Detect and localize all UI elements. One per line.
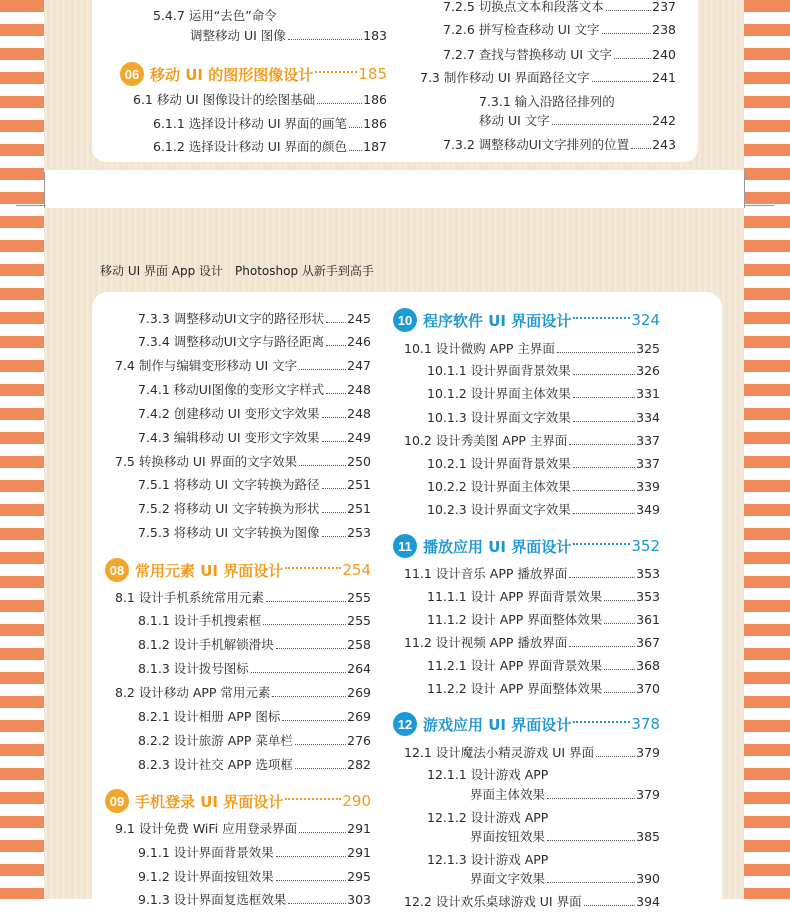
page-number: 253 [347,525,371,540]
dot-leader [295,744,346,745]
dot-leader [322,417,347,418]
toc-entry[interactable] [404,745,660,761]
chapter-title: 手机登录 UI 界面设计 [135,792,284,811]
toc-entry-title: 9.1.3 设计界面复选框效果 [138,892,287,907]
page-number: 242 [652,113,676,128]
page-number: 251 [347,477,371,492]
chapter-heading[interactable] [120,62,387,86]
chapter-number-badge: 06 [120,62,144,86]
chapter-heading[interactable] [105,789,371,813]
dot-leader [604,600,635,601]
chapter-title: 播放应用 UI 界面设计 [423,537,572,556]
toc-entry[interactable] [138,382,371,398]
page-number: 251 [347,501,371,516]
page-number: 240 [652,47,676,62]
toc-entry-title: 6.1.1 选择设计移动 UI 界面的画笔 [153,116,348,131]
page-number: 241 [652,70,676,85]
toc-entry[interactable] [138,501,371,517]
toc-entry[interactable] [138,869,371,885]
page-number: 331 [636,386,660,401]
dot-leader [285,798,341,800]
dot-leader [604,669,635,670]
toc-entry[interactable] [138,311,371,327]
toc-entry[interactable] [470,871,660,887]
dot-leader [573,421,635,422]
page-number: 247 [347,358,371,373]
dot-leader [573,317,630,319]
dot-leader [547,840,635,841]
page-number: 334 [636,410,660,425]
toc-entry-title: 12.1.1 设计游戏 APP [427,767,549,782]
dot-leader [282,720,346,721]
toc-entry[interactable] [115,454,371,470]
crop-mark [16,205,46,206]
toc-entry-line [427,852,548,868]
toc-entry-title: 12.1.2 设计游戏 APP [427,810,549,825]
toc-entry[interactable] [443,0,676,15]
page-number: 248 [347,382,371,397]
dot-leader [272,696,346,697]
toc-entry-title: 7.5.2 将移动 UI 文字转换为形状 [138,501,320,516]
page-number: 370 [636,681,660,696]
page-number: 349 [636,502,660,517]
toc-entry[interactable] [404,894,660,910]
page-number: 367 [636,635,660,650]
toc-entry-line [427,810,548,826]
dot-leader [299,369,346,370]
toc-entry-title: 界面主体效果 [470,787,546,802]
dot-leader [285,567,341,569]
toc-entry[interactable] [427,658,660,674]
dot-leader [604,692,635,693]
toc-entry-title: 10.1.1 设计界面背景效果 [427,363,571,378]
toc-entry[interactable] [443,47,676,63]
toc-entry-title: 8.2 设计移动 APP 常用元素 [115,685,271,700]
page-number: 245 [347,311,371,326]
toc-entry-title: 7.3.1 输入沿路径排列的 [479,94,615,109]
running-header: 移动 UI 界面 App 设计 Photoshop 从新手到高手 [100,264,374,278]
chapter-number-badge: 10 [393,308,417,332]
toc-entry[interactable] [138,757,371,773]
dot-leader [557,352,635,353]
toc-entry[interactable] [138,661,371,677]
chapter-heading[interactable] [393,534,660,558]
toc-entry-title: 11.1 设计音乐 APP 播放界面 [404,566,568,581]
page-number: 254 [342,561,371,579]
toc-entry[interactable] [427,502,660,518]
toc-entry[interactable] [404,635,660,651]
page-number: 248 [347,406,371,421]
toc-entry-line [427,767,548,783]
toc-entry-title: 7.3.4 调整移动UI文字与路径距离 [138,334,325,349]
page-number: 243 [652,137,676,152]
toc-entry-title: 10.2.2 设计界面主体效果 [427,479,571,494]
toc-entry[interactable] [153,139,387,155]
toc-entry-title: 7.4.3 编辑移动 UI 变形文字效果 [138,430,320,445]
dot-leader [276,880,346,881]
toc-entry-title: 9.1 设计免费 WiFi 应用登录界面 [115,821,298,836]
toc-entry-title: 7.3 制作移动 UI 界面路径文字 [420,70,590,85]
toc-entry-title: 8.1.1 设计手机搜索框 [138,613,262,628]
dot-leader [592,81,652,82]
toc-entry-title: 9.1.2 设计界面按钮效果 [138,869,274,884]
chapter-title: 游戏应用 UI 界面设计 [423,715,572,734]
toc-entry-title: 7.5.1 将移动 UI 文字转换为路径 [138,477,320,492]
dot-leader [569,577,635,578]
dot-leader [317,103,362,104]
toc-entry-title: 10.1 设计微购 APP 主界面 [404,341,555,356]
toc-entry[interactable] [138,525,371,541]
page-number: 361 [636,612,660,627]
dot-leader [569,646,635,647]
page-number: 378 [631,715,660,733]
toc-entry[interactable] [470,829,660,845]
dot-leader [326,345,346,346]
page-number: 186 [363,92,387,107]
toc-entry[interactable] [479,113,676,129]
dot-leader [602,33,652,34]
toc-entry-title: 8.2.3 设计社交 APP 选项框 [138,757,293,772]
toc-entry[interactable] [138,430,371,446]
page-number: 186 [363,116,387,131]
dot-leader [322,512,347,513]
toc-entry-title: 8.2.2 设计旅游 APP 菜单栏 [138,733,293,748]
toc-entry-title: 11.1.1 设计 APP 界面背景效果 [427,589,603,604]
dot-leader [263,624,346,625]
page-number: 238 [652,22,676,37]
toc-entry[interactable] [470,787,660,803]
toc-entry[interactable] [153,116,387,132]
dot-leader [573,467,635,468]
toc-entry-title: 10.2 设计秀美图 APP 主界面 [404,433,568,448]
page-number: 269 [347,685,371,700]
dot-leader [573,721,630,723]
dot-leader [276,856,346,857]
toc-entry[interactable] [427,386,660,402]
toc-entry-title: 界面按钮效果 [470,829,546,844]
toc-entry-title: 调整移动 UI 图像 [190,28,286,43]
toc-entry-title: 8.1.2 设计手机解锁滑块 [138,637,274,652]
toc-entry-title: 7.2.7 查找与替换移动 UI 文字 [443,47,613,62]
toc-entry[interactable] [190,28,387,44]
chapter-title: 移动 UI 的图形图像设计 [150,65,314,84]
toc-entry[interactable] [427,363,660,379]
dot-leader [573,490,635,491]
page-number: 246 [347,334,371,349]
toc-entry-title: 11.1.2 设计 APP 界面整体效果 [427,612,603,627]
toc-entry-title: 6.1.2 选择设计移动 UI 界面的颜色 [153,139,348,154]
toc-entry[interactable] [404,433,660,449]
dot-leader [288,903,346,904]
toc-entry[interactable] [138,845,371,861]
toc-entry[interactable] [138,334,371,350]
dot-leader [552,124,651,125]
toc-entry-title: 7.4 制作与编辑变形移动 UI 文字 [115,358,298,373]
toc-entry-title: 移动 UI 文字 [479,113,550,128]
chapter-title: 常用元素 UI 界面设计 [135,561,284,580]
page-number: 276 [347,733,371,748]
dot-leader [547,798,635,799]
dot-leader [315,71,357,73]
toc-entry[interactable] [138,406,371,422]
toc-entry-title: 6.1 移动 UI 图像设计的绘图基础 [133,92,316,107]
page-number: 337 [636,433,660,448]
toc-entry[interactable] [420,70,676,86]
toc-entry[interactable] [138,892,371,908]
page-number: 390 [636,871,660,886]
toc-entry-title: 11.2.1 设计 APP 界面背景效果 [427,658,603,673]
dot-leader [573,543,630,545]
left-stripe-border [0,0,44,899]
dot-leader [584,905,636,906]
toc-entry-title: 8.1 设计手机系统常用元素 [115,590,264,605]
dot-leader [288,39,362,40]
dot-leader [276,648,346,649]
dot-leader [547,882,635,883]
toc-entry[interactable] [138,733,371,749]
toc-entry[interactable] [404,566,660,582]
crop-mark [744,205,774,206]
toc-entry-title: 7.2.5 切换点文本和段落文本 [443,0,604,14]
toc-entry-title: 11.2.2 设计 APP 界面整体效果 [427,681,603,696]
dot-leader [569,444,635,445]
page-number: 249 [347,430,371,445]
toc-entry[interactable] [427,681,660,697]
dot-leader [322,536,347,537]
toc-entry-title: 7.4.1 移动UI图像的变形文字样式 [138,382,325,397]
toc-entry-title: 10.2.1 设计界面背景效果 [427,456,571,471]
page-number: 282 [347,757,371,772]
chapter-number-badge: 12 [393,712,417,736]
dot-leader [326,393,346,394]
toc-entry[interactable] [138,613,371,629]
page-number: 337 [636,456,660,471]
page-number: 255 [347,590,371,605]
toc-entry[interactable] [138,637,371,653]
page-number: 187 [363,139,387,154]
toc-entry[interactable] [443,22,676,38]
page-number: 368 [636,658,660,673]
page-number: 379 [636,787,660,802]
page-number: 352 [631,537,660,555]
dot-leader [326,322,346,323]
dot-leader [322,488,347,489]
page-number: 303 [347,892,371,907]
page-number: 185 [358,65,387,83]
page-number: 385 [636,829,660,844]
dot-leader [573,513,635,514]
page-number: 290 [342,792,371,810]
toc-entry-title: 7.3.2 调整移动UI文字排列的位置 [443,137,630,152]
chapter-number-badge: 08 [105,558,129,582]
toc-entry[interactable] [115,358,371,374]
right-stripe-border [744,0,790,899]
crop-mark [744,172,745,208]
chapter-heading[interactable] [105,558,371,582]
page-number: 250 [347,454,371,469]
toc-entry-title: 12.2 设计欢乐桌球游戏 UI 界面 [404,894,582,909]
toc-entry[interactable] [427,479,660,495]
dot-leader [614,58,651,59]
toc-entry-title: 8.1.3 设计拨号图标 [138,661,249,676]
dot-leader [299,465,346,466]
toc-entry[interactable] [427,410,660,426]
toc-entry-title: 界面文字效果 [470,871,546,886]
dot-leader [573,397,635,398]
dot-leader [349,127,362,128]
chapter-number-badge: 09 [105,789,129,813]
dot-leader [295,768,346,769]
toc-entry-title: 7.2.6 拼写检查移动 UI 文字 [443,22,600,37]
toc-entry-title: 12.1 设计魔法小精灵游戏 UI 界面 [404,745,595,760]
dot-leader [604,623,635,624]
crop-mark [44,172,45,208]
toc-entry[interactable] [133,92,387,108]
toc-entry-title: 10.2.3 设计界面文字效果 [427,502,571,517]
toc-entry-title: 7.4.2 创建移动 UI 变形文字效果 [138,406,320,421]
dot-leader [606,10,651,11]
toc-entry-title: 8.2.1 设计相册 APP 图标 [138,709,281,724]
page-number: 326 [636,363,660,378]
page-number: 324 [631,311,660,329]
chapter-title: 程序软件 UI 界面设计 [423,311,572,330]
page-number: 394 [636,894,660,909]
toc-entry-line [153,8,277,24]
dot-leader [251,672,346,673]
page-number: 353 [636,566,660,581]
dot-leader [573,374,635,375]
chapter-heading[interactable] [393,308,660,332]
toc-entry[interactable] [115,821,371,837]
toc-entry-title: 7.5 转换移动 UI 界面的文字效果 [115,454,298,469]
toc-entry[interactable] [404,341,660,357]
page-number: 295 [347,869,371,884]
toc-entry[interactable] [427,456,660,472]
page-number: 264 [347,661,371,676]
toc-entry-title: 12.1.3 设计游戏 APP [427,852,549,867]
page-number: 291 [347,845,371,860]
dot-leader [322,441,347,442]
dot-leader [596,756,635,757]
toc-entry[interactable] [427,589,660,605]
page-number: 353 [636,589,660,604]
page-number: 255 [347,613,371,628]
toc-entry-title: 7.3.3 调整移动UI文字的路径形状 [138,311,325,326]
page-number: 258 [347,637,371,652]
toc-entry-title: 10.1.2 设计界面主体效果 [427,386,571,401]
page-number: 379 [636,745,660,760]
dot-leader [349,150,362,151]
dot-leader [266,601,346,602]
toc-entry-title: 9.1.1 设计界面背景效果 [138,845,274,860]
page-number: 339 [636,479,660,494]
toc-entry[interactable] [115,685,371,701]
toc-entry-title: 5.4.7 运用“去色”命令 [153,8,277,23]
chapter-heading[interactable] [393,712,660,736]
page-number: 291 [347,821,371,836]
page-number: 325 [636,341,660,356]
chapter-number-badge: 11 [393,534,417,558]
toc-entry-line [479,94,615,110]
toc-entry[interactable] [138,477,371,493]
page-number: 237 [652,0,676,14]
toc-entry[interactable] [115,590,371,606]
dot-leader [299,832,346,833]
toc-entry[interactable] [427,612,660,628]
toc-entry-title: 11.2 设计视频 APP 播放界面 [404,635,568,650]
toc-entry[interactable] [443,137,676,153]
dot-leader [631,148,651,149]
page-number: 269 [347,709,371,724]
toc-entry-title: 10.1.3 设计界面文字效果 [427,410,571,425]
toc-entry-title: 7.5.3 将移动 UI 文字转换为图像 [138,525,320,540]
toc-entry[interactable] [138,709,371,725]
page-number: 183 [363,28,387,43]
